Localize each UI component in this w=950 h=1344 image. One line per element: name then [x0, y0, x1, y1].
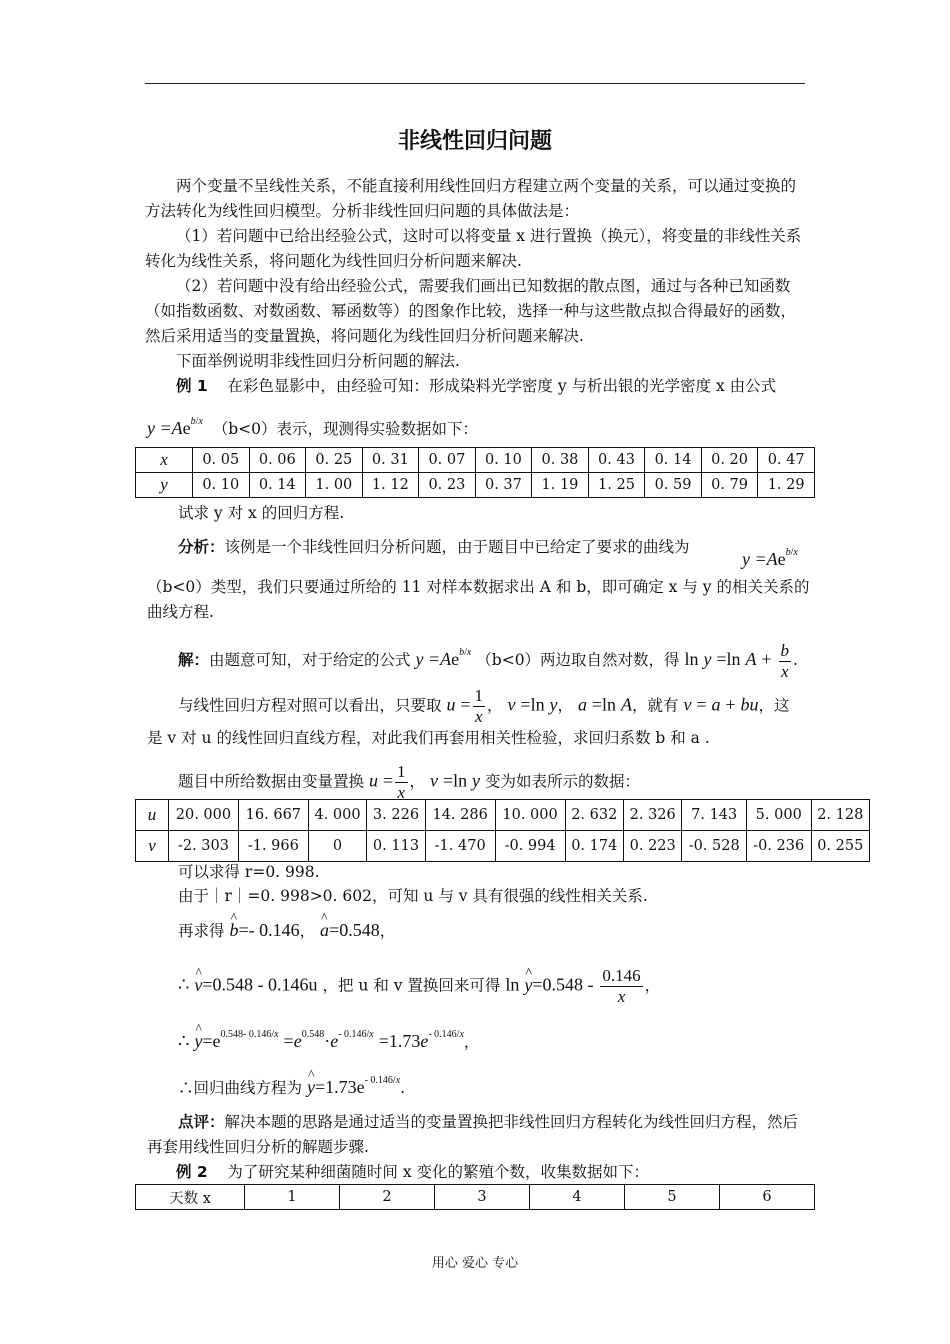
formula-tail: （b<0）表示，现测得实验数据如下：	[212, 420, 479, 438]
solution-label: 解：	[178, 651, 210, 669]
table-cell: 0. 38	[532, 448, 589, 473]
substitution-line-2: 是 v 对 u 的线性回归直线方程，对此我们再套用相关性检验，求回归系数 b 和 a .	[147, 729, 710, 747]
table-row-days	[136, 1185, 815, 1210]
table-cell: 14. 286	[425, 800, 495, 831]
table-cell: 2. 326	[623, 800, 681, 831]
b-over-x-fraction: $\frac{b}{x}$	[780, 640, 790, 681]
table-cell: -0. 994	[495, 831, 565, 862]
page-footer: 用心 爱心 专心	[431, 1256, 519, 1271]
a-hat: ^ a	[320, 918, 329, 943]
table-cell: 2	[340, 1185, 435, 1210]
solution-text-1: 由题意可知，对于给定的公式	[209, 651, 411, 669]
table-cell: 6	[720, 1185, 815, 1210]
table-cell: 4	[530, 1185, 625, 1210]
row-label-y: y	[136, 473, 193, 498]
table-cell: 0. 14	[645, 448, 702, 473]
days-header: 天数 x	[136, 1185, 245, 1210]
v-hat-mid-text: ，把 u 和 v 置换回来可得	[322, 976, 501, 995]
table-cell: 0. 174	[565, 831, 623, 862]
table-cell: 5	[625, 1185, 720, 1210]
table-cell: 1. 00	[306, 473, 363, 498]
method-2-paragraph: （2）若问题中没有给出经验公式，需要我们画出已知数据的散点图，通过与各种已知函数（如指数函数、对数函数、幂函数等）的图象作比较，选择一种与这些散点拟合得最好的函数，然后采用适当的变量置换，将问题化为线性回归分析问题来解决.	[145, 277, 797, 345]
table-row-x	[136, 448, 815, 473]
example1-text: 在彩色显影中，由经验可知：形成染料光学密度 y 与析出银的光学密度 x 由公式	[227, 377, 777, 395]
table-cell: 1. 25	[588, 473, 645, 498]
lead-in-paragraph: 下面举例说明非线性回归分析问题的解法.	[176, 352, 460, 370]
substitution-line: 与线性回归方程对照可以看出，只要取 u = $\frac{1}{x}$ ， v =ln y， a =ln A，就有 v = a + bu，这	[178, 686, 790, 726]
method-1-paragraph: （1）若问题中已给出经验公式，这时可以将变量 x 进行置换（换元），将变量的非线性关系转化为线性关系，将问题化为线性回归分析问题来解决.	[145, 227, 802, 270]
table-row-v	[136, 831, 870, 862]
table-cell: 1. 19	[532, 473, 589, 498]
ln-y-hat-equation: =0.548 -	[532, 974, 594, 995]
table-cell: 10. 000	[495, 800, 565, 831]
table-cell: 0. 10	[475, 448, 532, 473]
comment-text: 解决本题的思路是通过适当的变量置换把非线性回归方程转化为线性回归方程，然后再套用线性回归分析的解题步骤.	[147, 1113, 799, 1156]
table-cell: 0. 43	[588, 448, 645, 473]
comment-paragraph	[147, 1110, 809, 1160]
analysis-label: 分析：	[178, 538, 225, 556]
solution-line: 解：由题意可知，对于给定的公式 $y =Ae^{b/x}$ （b<0）两边取自然对数，得 ln y =ln A + $\frac{b}{x}$ .	[178, 640, 798, 681]
table-cell: 3. 226	[367, 800, 425, 831]
table-cell: 4. 000	[308, 800, 366, 831]
table-cell: 2. 632	[565, 800, 623, 831]
table-cell: -1. 470	[425, 831, 495, 862]
substitution-text-2: ，就有	[631, 696, 679, 715]
example2-text: 为了研究某种细菌随时间 x 变化的繁殖个数，收集数据如下：	[227, 1163, 650, 1181]
substitution-text-1: 与线性回归方程对照可以看出，只要取	[178, 696, 442, 715]
analysis-curve-formula: $y =Ae^{b/x}$	[742, 547, 798, 569]
curve-equation: =1.73e	[314, 1077, 365, 1097]
therefore-symbol: ∴	[178, 974, 190, 995]
example2-line	[176, 1160, 649, 1185]
intro-paragraph: 两个变量不呈线性关系，不能直接利用线性回归方程建立两个变量的关系，可以通过变换的方法转化为线性回归模型。分析非线性回归问题的具体做法是：	[145, 177, 797, 220]
comment-label: 点评：	[178, 1113, 225, 1131]
analysis-line-2: （b<0）类型，我们只要通过所给的 11 对样本数据求出 A 和 b，即可确定 x 与 y 的相关关系的	[147, 578, 810, 596]
transform-line: 题目中所给数据由变量置换 u = $\frac{1}{x}$ ， v =ln y 变为如表所示的数据：	[178, 762, 640, 802]
table-cell: 0. 06	[249, 448, 306, 473]
table-cell: 1. 12	[362, 473, 419, 498]
table-cell: 0. 14	[249, 473, 306, 498]
table-cell: 0	[308, 831, 366, 862]
table-cell: 5. 000	[746, 800, 811, 831]
table-cell: 1. 29	[758, 473, 815, 498]
transform-text: 题目中所给数据由变量置换	[178, 772, 365, 791]
table-cell: 0. 37	[475, 473, 532, 498]
example1-label: 例 1	[176, 377, 208, 395]
table-cell: 0. 79	[701, 473, 758, 498]
table-cell: 0. 25	[306, 448, 363, 473]
table-cell: 0. 07	[419, 448, 476, 473]
analysis-line-1	[178, 535, 690, 560]
r-value-line: 可以求得 r=0. 998.	[178, 863, 320, 881]
row-label-x: x	[136, 448, 193, 473]
table-cell: -0. 236	[746, 831, 811, 862]
data-table-days	[135, 1184, 815, 1210]
table-cell: -2. 303	[169, 831, 239, 862]
table-cell: -0. 528	[682, 831, 747, 862]
table-cell: 16. 667	[238, 800, 308, 831]
therefore-symbol-2: ∴	[178, 1031, 190, 1051]
exponential-equation-line: ∴ ^ $y=e^{0.548- 0.146/x} =e^{0.548}\cdot e^{- 0.146/x} =1.73e^{- 0.146/x}$，	[178, 1022, 479, 1055]
v-hat-equation-line: ∴ ^ v=0.548 - 0.146u ，把 u 和 v 置换回来可得 ln ^ y=0.548 - $\frac{0.146}{x}$ ，	[178, 966, 660, 1007]
table-cell: 7. 143	[682, 800, 747, 831]
example1-formula-line: $y =Ae^{b/x}$ （b<0）表示，现测得实验数据如下：	[147, 416, 479, 438]
v-hat-equation: =0.548 - 0.146u	[202, 974, 318, 995]
table-cell: 0. 255	[811, 831, 870, 862]
b-hat-value: =- 0.146	[238, 920, 300, 940]
table-cell: 3	[435, 1185, 530, 1210]
a-hat-value: =0.548	[329, 920, 380, 940]
table-cell: 0. 20	[701, 448, 758, 473]
example1-line	[176, 374, 776, 399]
row-label-v: v	[136, 831, 169, 862]
page-title: 非线性回归问题	[397, 129, 552, 154]
data-table-uv	[135, 799, 870, 862]
example2-label: 例 2	[176, 1163, 208, 1181]
exponent-b-over-x: b/x	[190, 416, 203, 427]
table-row-u	[136, 800, 870, 831]
solution-text-2: （b<0）两边取自然对数，得	[476, 651, 680, 669]
example1-ask: 试求 y 对 x 的回归方程.	[178, 504, 345, 522]
table-cell: 0. 05	[193, 448, 250, 473]
table-cell: 0. 223	[623, 831, 681, 862]
b-hat: ^ b	[229, 918, 238, 943]
table-cell: 0. 113	[367, 831, 425, 862]
table-cell: 0. 31	[362, 448, 419, 473]
table-cell: 1	[245, 1185, 340, 1210]
table-cell: 2. 128	[811, 800, 870, 831]
row-label-u: u	[136, 800, 169, 831]
analysis-text-1: 该例是一个非线性回归分析问题，由于题目中已给定了要求的曲线为	[224, 538, 690, 556]
analysis-line-3: 曲线方程.	[147, 603, 214, 621]
table-row-y	[136, 473, 815, 498]
transform-text-2: 变为如表所示的数据：	[484, 772, 640, 791]
table-cell: -1. 966	[238, 831, 308, 862]
r-compare-line: 由于｜r｜=0. 998>0. 602，可知 u 与 v 具有很强的线性相关关系.	[178, 887, 648, 905]
regression-curve-line: ∴回归曲线方程为 ^ $y=1.73e^{- 0.146/x}$.	[178, 1068, 405, 1101]
table-cell: 20. 000	[169, 800, 239, 831]
again-text: 再求得	[178, 922, 225, 940]
header-rule	[145, 83, 805, 84]
formula-y-equals-ae: y =A	[147, 418, 183, 438]
substitution-text-3: ，这	[758, 696, 790, 715]
table-cell: 0. 59	[645, 473, 702, 498]
table-cell: 0. 10	[193, 473, 250, 498]
coefficient-line: 再求得 ^ b=- 0.146， ^ a=0.548，	[178, 918, 395, 944]
data-table-xy	[135, 447, 815, 498]
curve-prefix: ∴回归曲线方程为	[178, 1079, 303, 1097]
table-cell: 0. 23	[419, 473, 476, 498]
table-cell: 0. 47	[758, 448, 815, 473]
